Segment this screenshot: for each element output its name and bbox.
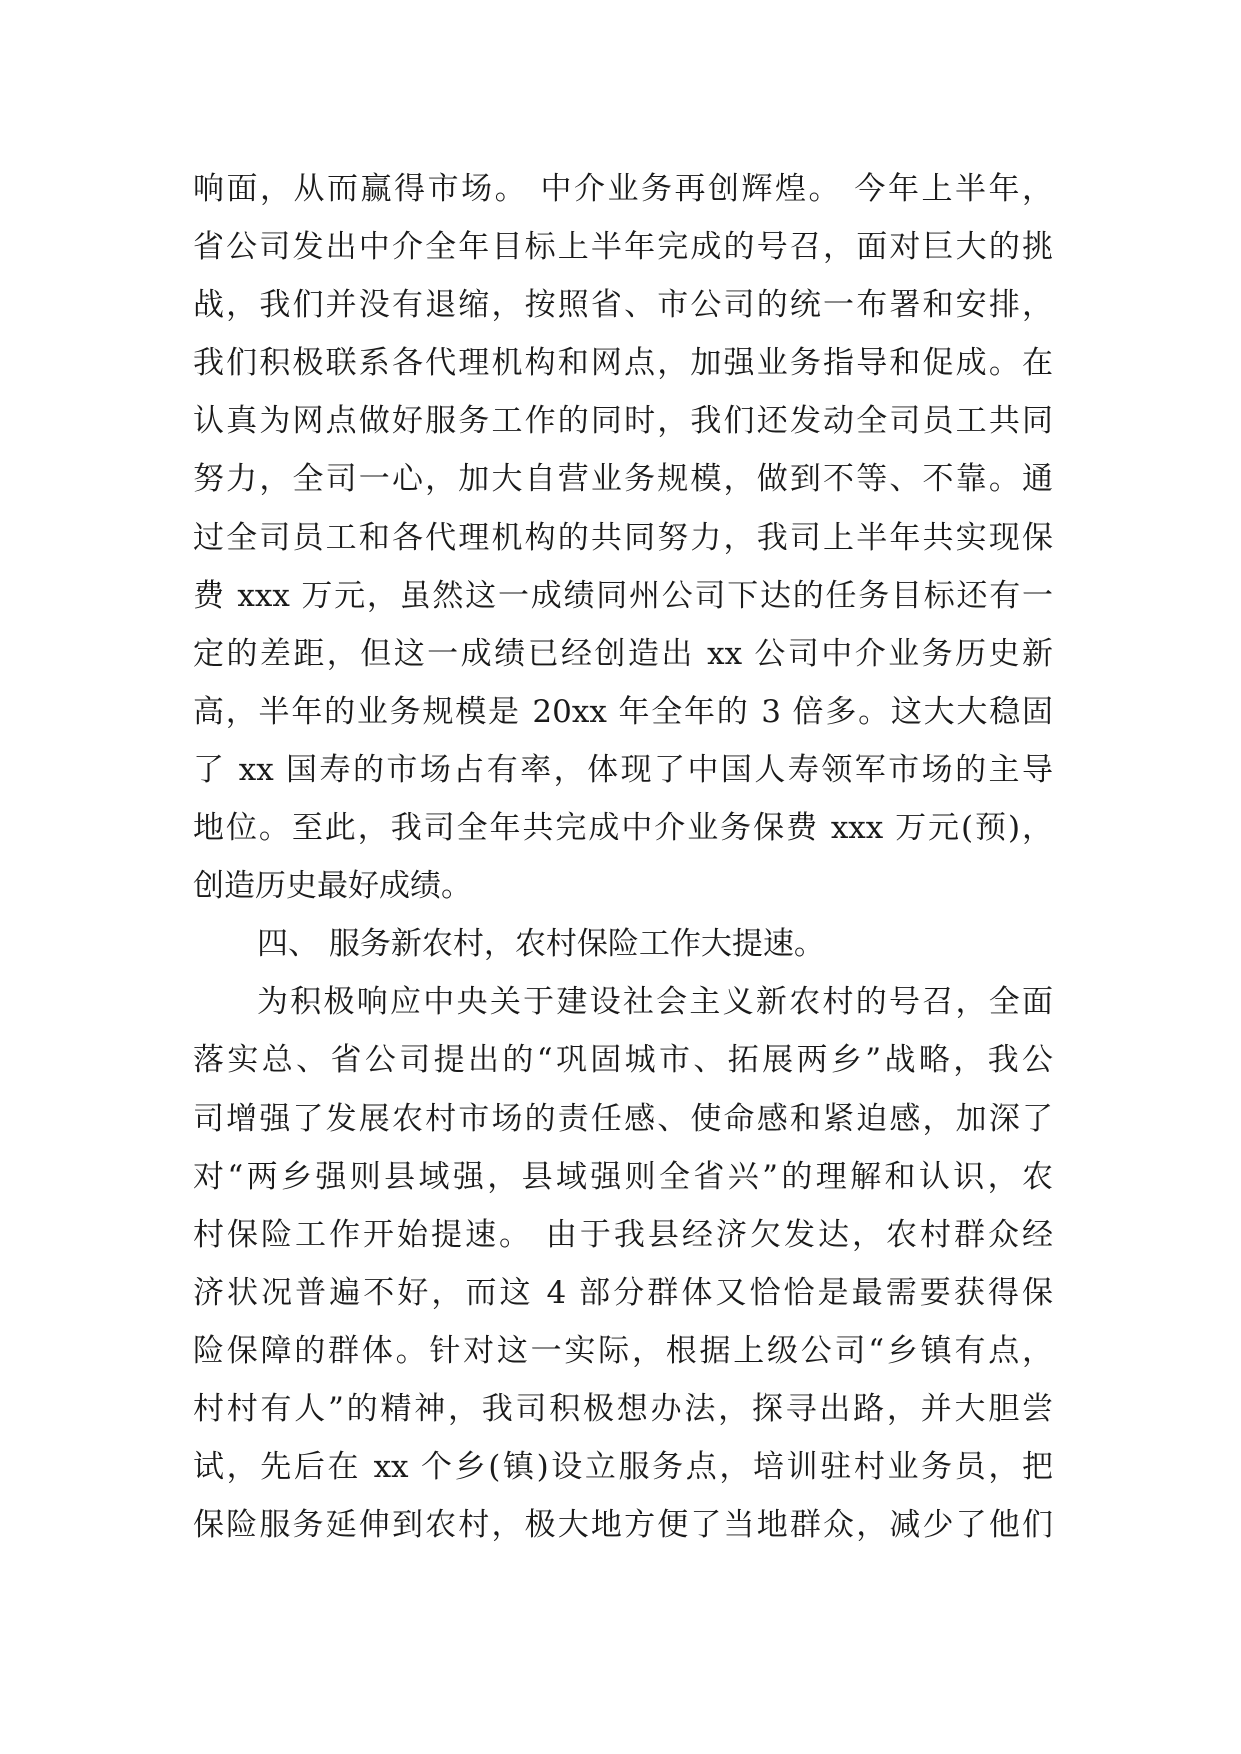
text-line: 济状况普遍不好，而这 4 部分群体又恰恰是最需要获得保 — [193, 1274, 1053, 1311]
text-line: 努力，全司一心，加大自营业务规模，做到不等、不靠。通 — [193, 461, 1053, 498]
text-line: 高，半年的业务规模是 20xx 年全年的 3 倍多。这大大稳固 — [193, 693, 1053, 730]
text-line: 了 xx 国寿的市场占有率，体现了中国人寿领军市场的主导 — [193, 751, 1053, 788]
text-line: 落实总、省公司提出的“巩固城市、拓展两乡”战略，我公 — [193, 1042, 1053, 1079]
text-line: 地位。至此，我司全年共完成中介业务保费 xxx 万元(预)， — [193, 810, 1053, 847]
section-heading: 四、 服务新农村，农村保险工作大提速。 — [257, 926, 825, 963]
text-line: 创造历史最好成绩。 — [193, 868, 472, 905]
text-line: 费 xxx 万元，虽然这一成绩同州公司下达的任务目标还有一 — [193, 577, 1053, 614]
text-line: 对“两乡强则县域强，县域强则全省兴”的理解和认识，农 — [193, 1158, 1053, 1195]
text-line: 过全司员工和各代理机构的共同努力，我司上半年共实现保 — [193, 519, 1053, 556]
text-line: 险保障的群体。针对这一实际，根据上级公司“乡镇有点， — [193, 1332, 1053, 1369]
text-line: 我们积极联系各代理机构和网点，加强业务指导和促成。在 — [193, 345, 1053, 382]
text-line: 省公司发出中介全年目标上半年完成的号召，面对巨大的挑 — [193, 229, 1053, 266]
text-line: 认真为网点做好服务工作的同时，我们还发动全司员工共同 — [193, 403, 1053, 440]
text-line: 村村有人”的精神，我司积极想办法，探寻出路，并大胆尝 — [193, 1390, 1053, 1427]
text-line: 战，我们并没有退缩，按照省、市公司的统一布署和安排， — [193, 287, 1053, 324]
text-line: 定的差距，但这一成绩已经创造出 xx 公司中介业务历史新 — [193, 635, 1053, 672]
text-line: 司增强了发展农村市场的责任感、使命感和紧迫感，加深了 — [193, 1100, 1053, 1137]
text-line: 为积极响应中央关于建设社会主义新农村的号召，全面 — [257, 984, 1053, 1021]
text-line: 试，先后在 xx 个乡(镇)设立服务点，培训驻村业务员，把 — [193, 1449, 1053, 1486]
body-text — [193, 160, 1053, 1554]
text-line: 保险服务延伸到农村，极大地方便了当地群众，减少了他们 — [193, 1507, 1053, 1544]
text-line: 村保险工作开始提速。 由于我县经济欠发达，农村群众经 — [193, 1216, 1053, 1253]
text-line: 响面，从而赢得市场。 中介业务再创辉煌。 今年上半年， — [193, 171, 1053, 207]
